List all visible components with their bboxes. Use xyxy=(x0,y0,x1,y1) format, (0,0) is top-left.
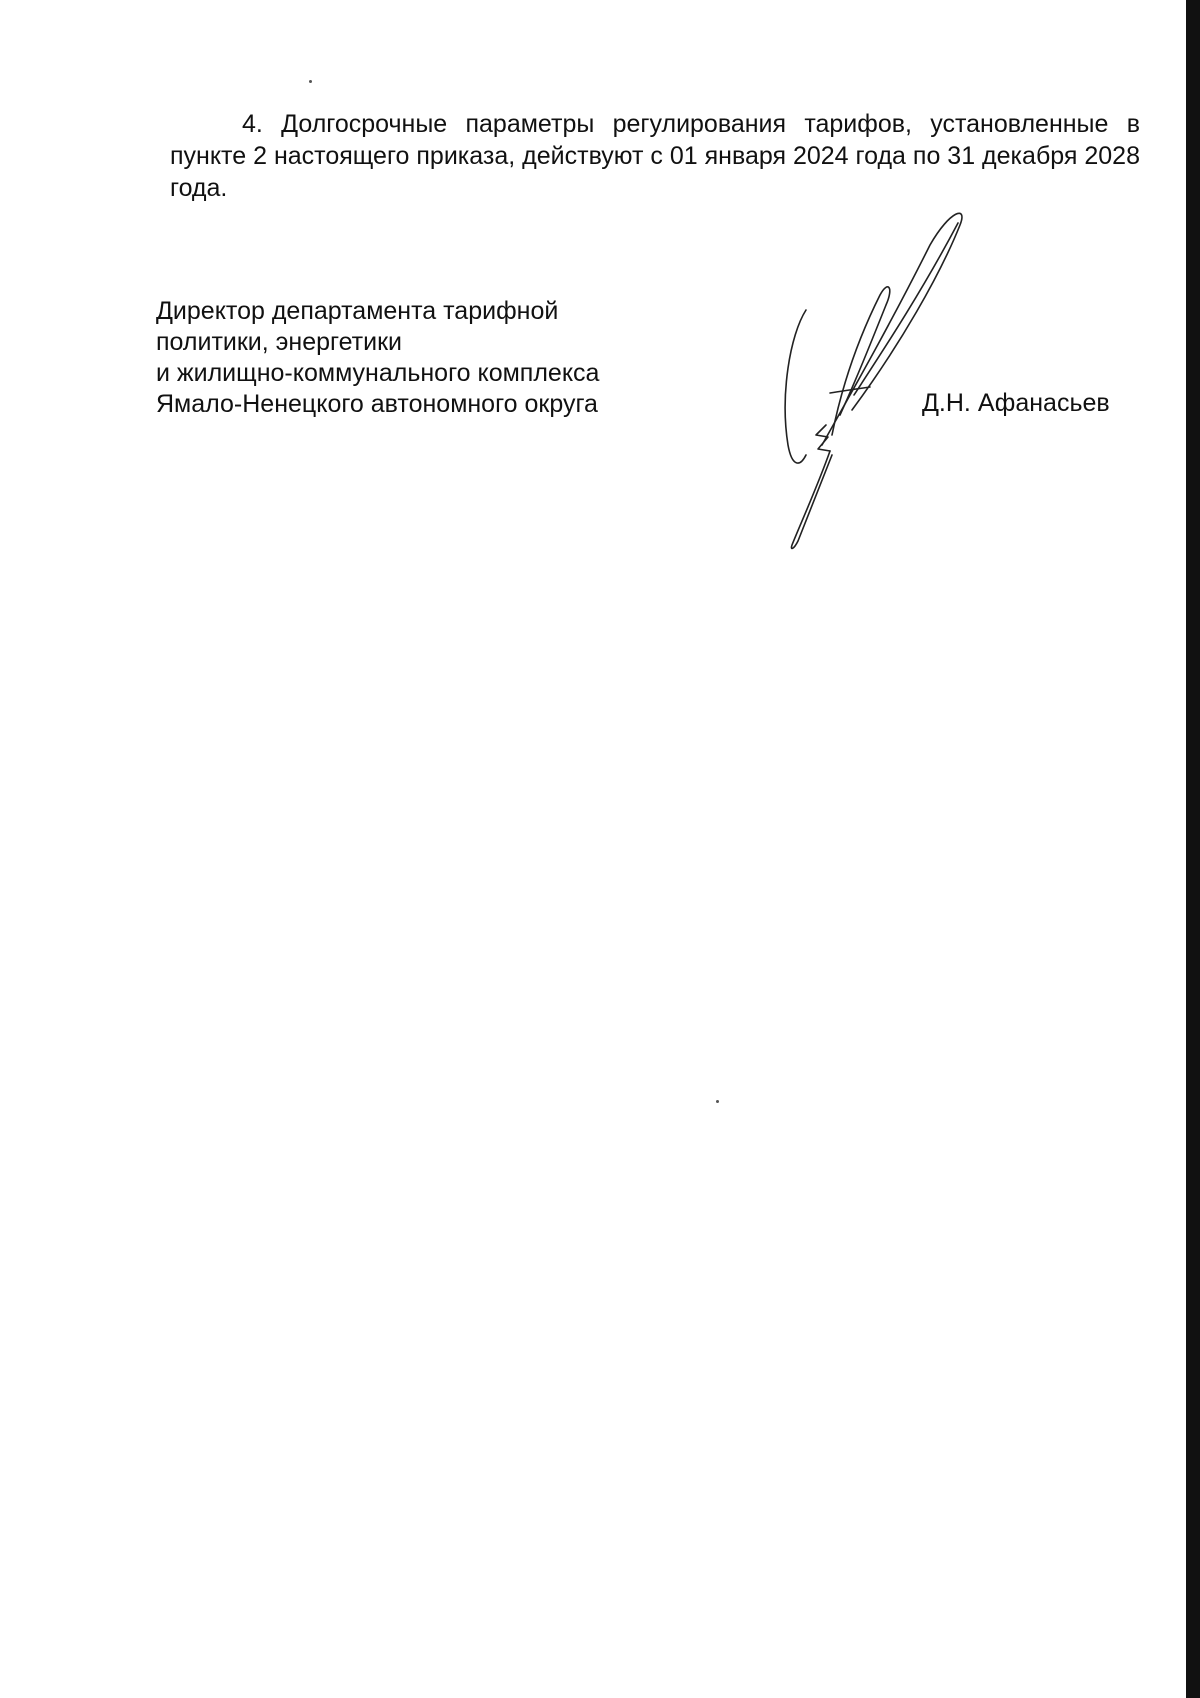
signatory-title-line: Ямало-Ненецкого автономного округа xyxy=(156,390,598,418)
handwritten-signature-icon xyxy=(770,205,990,555)
signatory-title-line: Директор департамента тарифной xyxy=(156,297,559,325)
signatory-title-line: и жилищно-коммунального комплекса xyxy=(156,359,600,387)
scan-speck xyxy=(309,80,312,83)
scan-speck xyxy=(716,1100,719,1103)
paragraph-4: 4. Долгосрочные параметры регулирования тарифов, установленные в пункте 2 настоящего приказа, действуют с 01 января 2024 года по 31 декабря 2028 года. xyxy=(170,110,1140,202)
signatory-title-line: политики, энергетики xyxy=(156,328,402,356)
signatory-name: Д.Н. Афанасьев xyxy=(922,389,1110,417)
signatory-title xyxy=(156,296,716,420)
scan-edge-bar xyxy=(1186,0,1200,1698)
